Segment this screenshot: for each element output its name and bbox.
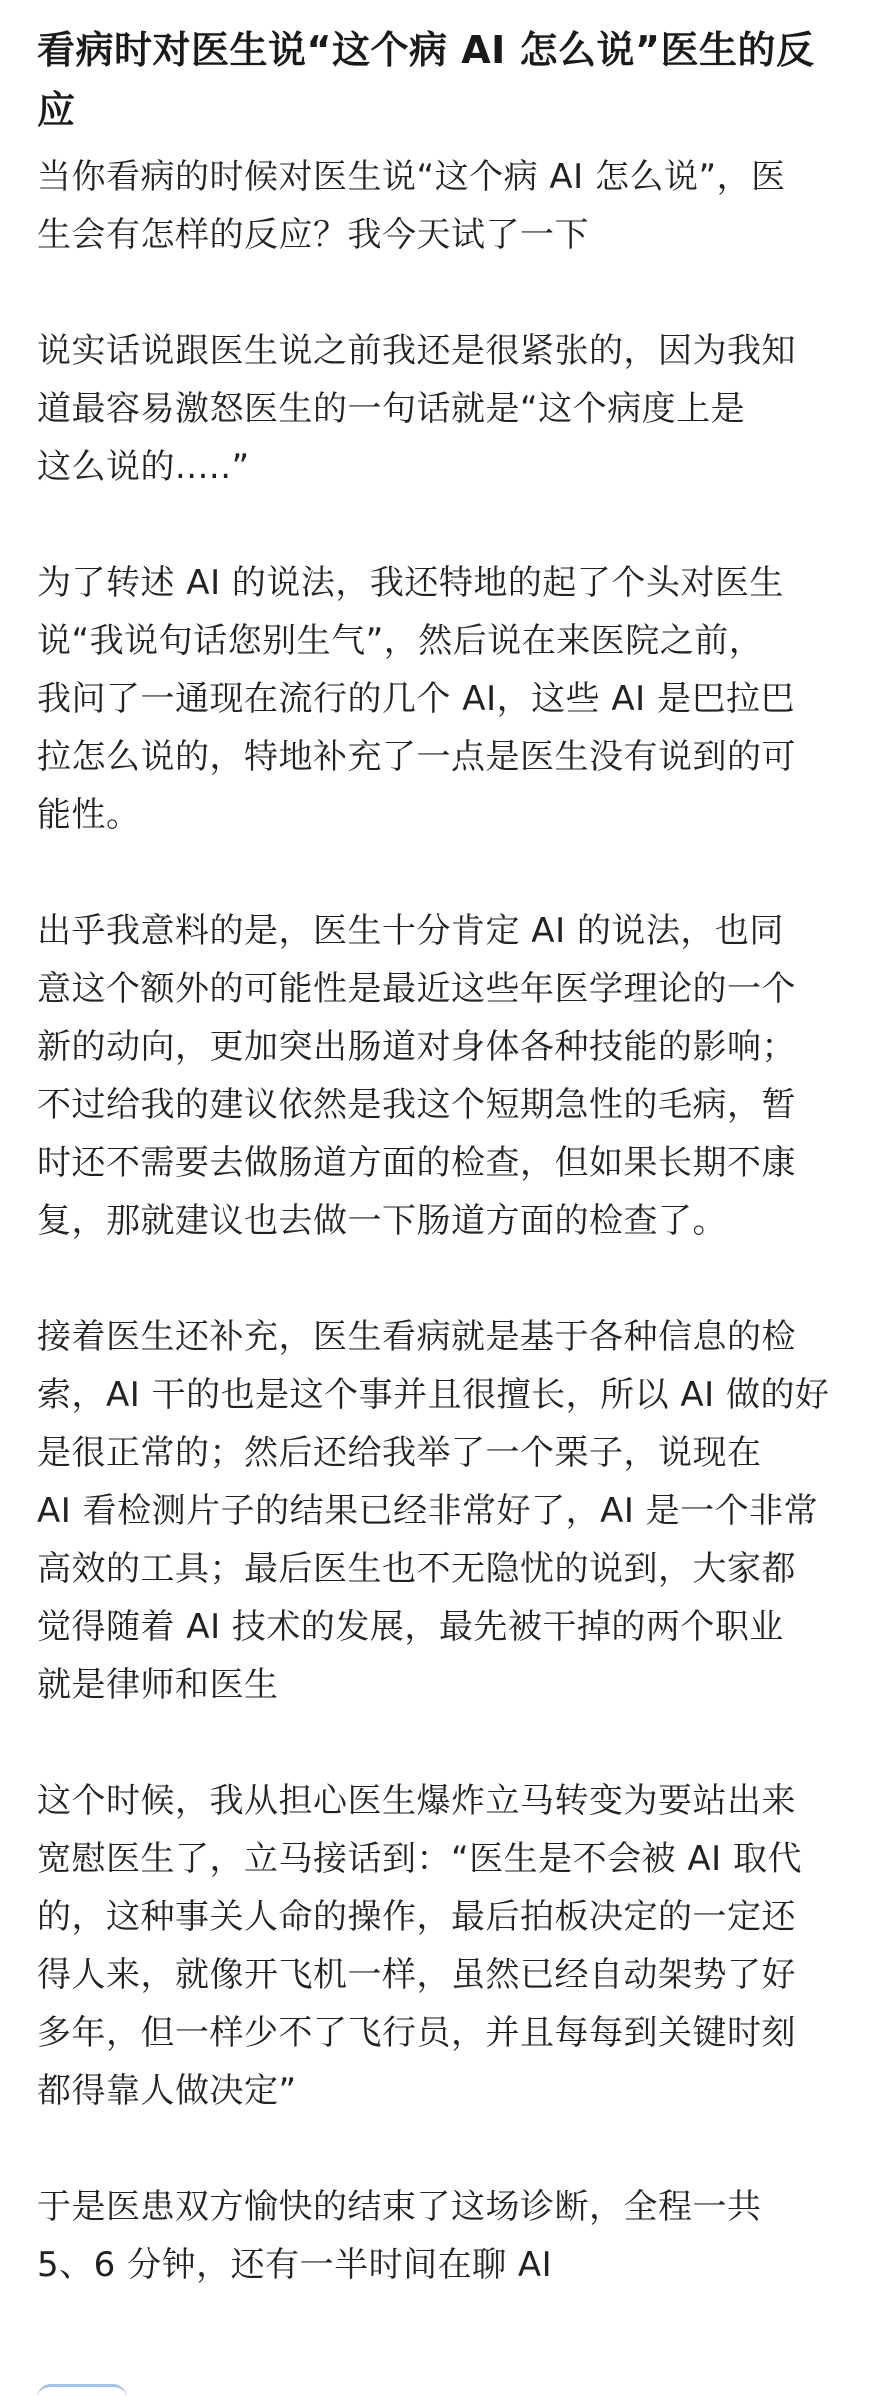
paragraph-line: 多年，但一样少不了飞行员，并且每每到关键时刻: [37, 2013, 796, 2053]
paragraph-line: 高效的工具；最后医生也不无隐忧的说到，大家都: [37, 1549, 796, 1589]
paragraph-line: 能性。: [37, 795, 141, 835]
article-paragraph: [37, 322, 853, 496]
paragraph-line: 得人来，就像开飞机一样，虽然已经自动架势了好: [37, 1955, 796, 1995]
article-paragraph: [37, 902, 853, 1250]
article-title-line: 看病时对医生说“这个病 AI 怎么说”医生的反: [37, 28, 815, 72]
paragraph-line: 道最容易激怒医生的一句话就是“这个病度上是: [37, 389, 746, 429]
article-paragraph: [37, 1308, 853, 1714]
paragraph-line: 生会有怎样的反应？我今天试了一下: [37, 215, 589, 255]
article-paragraph: [37, 554, 853, 844]
article-title-line: 应: [37, 88, 76, 132]
article: [37, 20, 853, 2294]
paragraph-line: 是很正常的；然后还给我举了一个栗子，说现在: [37, 1433, 762, 1473]
paragraph-line: 接着医生还补充，医生看病就是基于各种信息的检: [37, 1317, 796, 1357]
paragraph-line: 索，AI 干的也是这个事并且很擅长，所以 AI 做的好: [37, 1375, 830, 1415]
paragraph-line: 不过给我的建议依然是我这个短期急性的毛病，暂: [37, 1085, 796, 1125]
paragraph-line: 说实话说跟医生说之前我还是很紧张的，因为我知: [37, 331, 796, 371]
paragraph-line: 复，那就建议也去做一下肠道方面的检查了。: [37, 1201, 727, 1241]
paragraph-line: 时还不需要去做肠道方面的检查，但如果长期不康: [37, 1143, 796, 1183]
paragraph-line: 觉得随着 AI 技术的发展，最先被干掉的两个职业: [37, 1607, 784, 1647]
paragraph-line: 新的动向，更加突出肠道对身体各种技能的影响；: [37, 1027, 796, 1067]
article-paragraph: [37, 2178, 853, 2294]
paragraph-line: 5、6 分钟，还有一半时间在聊 AI: [37, 2245, 553, 2285]
article-title: [37, 20, 853, 140]
paragraph-line: 宽慰医生了，立马接话到：“医生是不会被 AI 取代: [37, 1839, 803, 1879]
paragraph-line: 说“我说句话您别生气”，然后说在来医院之前，: [37, 621, 764, 661]
paragraph-line: 我问了一通现在流行的几个 AI，这些 AI 是巴拉巴: [37, 679, 795, 719]
article-paragraph: [37, 148, 853, 264]
paragraph-line: 的，这种事关人命的操作，最后拍板决定的一定还: [37, 1897, 796, 1937]
paragraph-line: 都得靠人做决定”: [37, 2071, 297, 2111]
paragraph-line: 当你看病的时候对医生说“这个病 AI 怎么说”，医: [37, 157, 786, 197]
paragraph-line: 这个时候，我从担心医生爆炸立马转变为要站出来: [37, 1781, 796, 1821]
paragraph-line: AI 看检测片子的结果已经非常好了，AI 是一个非常: [37, 1491, 819, 1531]
paragraph-line: 拉怎么说的，特地补充了一点是医生没有说到的可: [37, 737, 796, 777]
cropped-bottom-element: [37, 2382, 157, 2396]
paragraph-line: 意这个额外的可能性是最近这些年医学理论的一个: [37, 969, 796, 1009]
paragraph-line: 于是医患双方愉快的结束了这场诊断，全程一共: [37, 2187, 762, 2227]
paragraph-line: 这么说的.....”: [37, 447, 250, 487]
article-paragraph: [37, 1772, 853, 2120]
paragraph-line: 就是律师和医生: [37, 1665, 279, 1705]
paragraph-line: 出乎我意料的是，医生十分肯定 AI 的说法，也同: [37, 911, 784, 951]
paragraph-line: 为了转述 AI 的说法，我还特地的起了个头对医生: [37, 563, 784, 603]
